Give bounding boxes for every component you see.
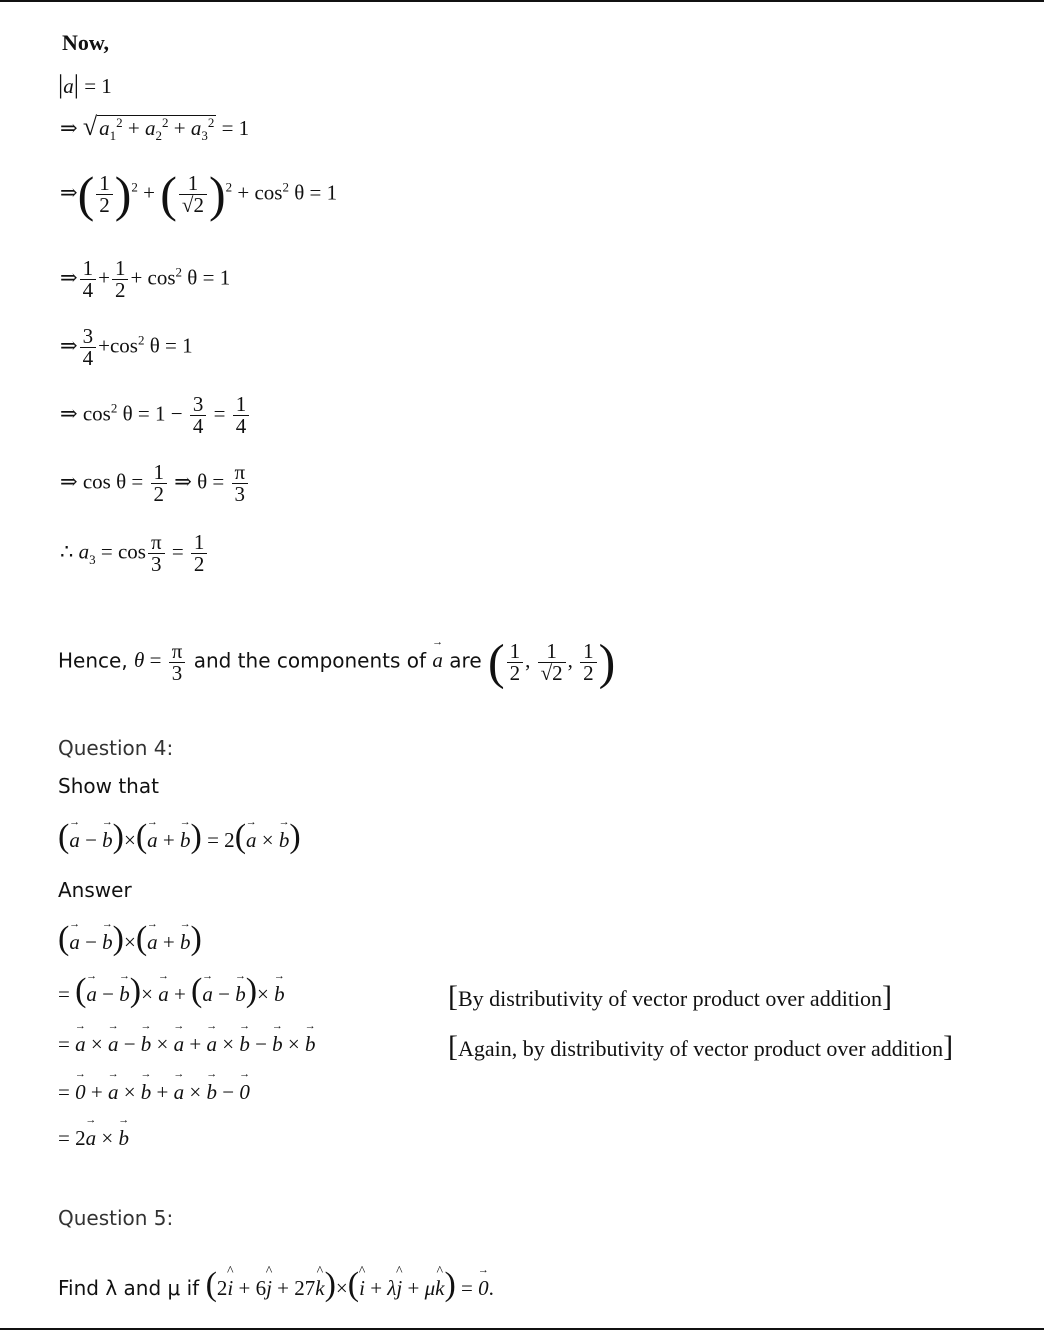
answer-label: Answer (58, 878, 132, 902)
bottom-rule (0, 1328, 1044, 1330)
ans-line-3: = a → × a → − b → × a → + a → × b → − b → × b → (58, 1032, 316, 1057)
eq-substitute: ⇒( $\frac{1}{2}$ )$^2$ + ( $\frac{1}{√2}$ )$^2 + \cos^2 \theta = 1$ (60, 166, 338, 222)
hence-middle: and the components of (193, 648, 433, 673)
eq-a3: ∴ $a_3 = \cos$ $\frac{\pi}{3}$ = $\frac{1}{2}$ (60, 532, 209, 576)
note-distributivity-1: [By distributivity of vector product over addition] (448, 980, 893, 1013)
eq-three-quarters: ⇒ $\frac{3}{4}$ $+\cos^2$ θ = 1 (60, 324, 193, 371)
question-4-label: Question 4: (58, 736, 174, 760)
ans-line-1: (a → − b →)×(a → + b →) (58, 920, 202, 958)
ans-line-2: = (a → − b →)× a → + (a → − b →)× b → (58, 972, 285, 1010)
q4-statement: (a → − b →)×(a → + b →) = 2(a → × b →) (58, 818, 301, 856)
note-2-text: Again, by distributivity of vector product over addition (458, 1036, 944, 1061)
hence-suffix: are (449, 648, 482, 673)
intro-text: Now, (62, 30, 110, 55)
ans-line-5: = 2a → × b → (58, 1126, 129, 1151)
hence-line: Hence, θ = $\frac{\pi}{3}$ and the components of a → are ( $\frac{1}{2}$ , $\frac{1}{√2}$ , $\frac{1}{2}$ ) (58, 640, 615, 685)
eq-sum: ⇒ $\frac{1}{4}$ + $\frac{1}{2}$ + $\cos^2 \theta = 1$ (60, 256, 231, 303)
question-5-label: Question 5: (58, 1206, 174, 1230)
q5-find-text: Find λ and μ if (58, 1276, 200, 1300)
hence-prefix: Hence, (58, 648, 135, 673)
eq-sqrt: ⇒ $√a_1^2 + a_2^2 + a_3^2 = 1$ (60, 112, 250, 144)
question-4-prompt: Show that (58, 774, 159, 798)
eq-theta: ⇒ cos θ = $\frac{1}{2}$ ⇒ θ = $\frac{\pi}{3}$ (60, 462, 250, 506)
note-distributivity-2: [Again, by distributivity of vector product over addition] (448, 1030, 954, 1063)
ans-line-4: = 0 → + a → × b → + a → × b → − 0 → (58, 1080, 250, 1105)
top-rule (0, 0, 1044, 2)
note-1-text: By distributivity of vector product over addition (458, 986, 883, 1011)
eq-cos-squared: ⇒ $\cos^2 \theta = 1$ − $\frac{3}{4}$ = $\frac{1}{4}$ (60, 394, 251, 438)
eq-magnitude: |a| = 1 (58, 70, 112, 99)
q5-prompt: Find λ and μ if (2i ^ + 6j ^ + 27k ^)×(i ^ + λj ^ + μk ^) = 0 →. (58, 1266, 494, 1304)
